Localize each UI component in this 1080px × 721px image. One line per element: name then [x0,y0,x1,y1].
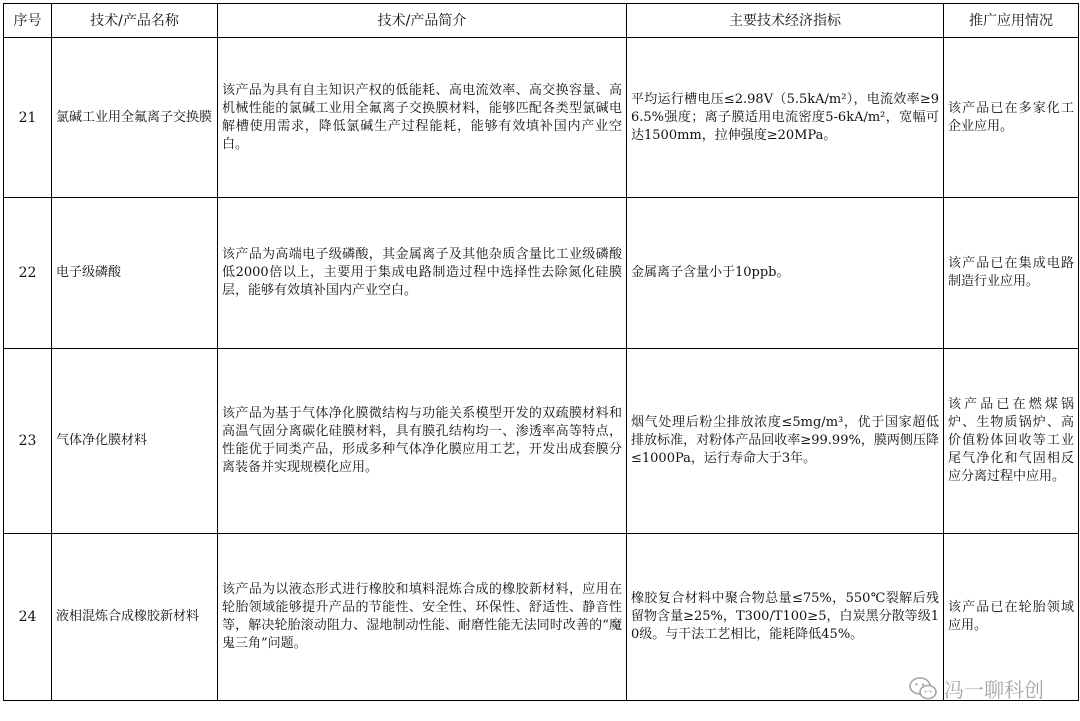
header-intro: 技术/产品简介 [218,4,627,38]
product-application: 该产品已在多家化工企业应用。 [944,38,1079,198]
row-number: 24 [4,534,52,701]
product-application: 该产品已在燃煤锅炉、生物质锅炉、高价值粉体回收等工业尾气净化和气固相反应分离过程中应用。 [944,349,1079,534]
table-header-row [4,4,1079,38]
product-intro: 该产品为具有自主知识产权的低能耗、高电流效率、高交换容量、高机械性能的氯碱工业用全氟离子交换膜材料，能够匹配各类型氯碱电解槽使用需求，降低氯碱生产过程能耗，能够有效填补国内产业空白。 [218,38,627,198]
watermark [908,674,1044,703]
product-metrics: 烟气处理后粉尘排放浓度≤5mg/m³，优于国家超低排放标准，对粉体产品回收率≥99.99%，膜两侧压降≤1000Pa，运行寿命大于3年。 [627,349,944,534]
product-name: 氯碱工业用全氟离子交换膜 [52,38,218,198]
product-metrics: 金属离子含量小于10ppb。 [627,198,944,349]
wechat-icon [908,676,938,702]
product-intro: 该产品为以液态形式进行橡胶和填料混炼合成的橡胶新材料，应用在轮胎领域能够提升产品的节能性、安全性、环保性、舒适性、静音性等，解决轮胎滚动阻力、湿地制动性能、耐磨性能无法同时改善的“魔鬼三角”问题。 [218,534,627,701]
table-row [4,198,1079,349]
header-no: 序号 [4,4,52,38]
table-row [4,38,1079,198]
watermark-text: 冯一聊科创 [944,678,1044,702]
header-name: 技术/产品名称 [52,4,218,38]
product-intro: 该产品为高端电子级磷酸，其金属离子及其他杂质含量比工业级磷酸低2000倍以上，主要用于集成电路制造过程中选择性去除氮化硅膜层，能够有效填补国内产业空白。 [218,198,627,349]
header-metrics: 主要技术经济指标 [627,4,944,38]
row-number: 23 [4,349,52,534]
product-name: 气体净化膜材料 [52,349,218,534]
product-metrics: 平均运行槽电压≤2.98V（5.5kA/m²），电流效率≥96.5%强度；离子膜适用电流密度5-6kA/m²，宽幅可达1500mm，拉伸强度≥20MPa。 [627,38,944,198]
row-number: 21 [4,38,52,198]
product-application: 该产品已在轮胎领域应用。 [944,534,1079,701]
product-application: 该产品已在集成电路制造行业应用。 [944,198,1079,349]
product-metrics: 橡胶复合材料中聚合物总量≤75%，550℃裂解后残留物含量≥25%，T300/T100≥5，白炭黑分散等级10级。与干法工艺相比，能耗降低45%。 [627,534,944,701]
product-intro: 该产品为基于气体净化膜微结构与功能关系模型开发的双疏膜材料和高温气固分离碳化硅膜材料，具有膜孔结构均一、渗透率高等特点，性能优于同类产品，形成多种气体净化膜应用工艺，开发出成套膜分离装备并实现规模化应用。 [218,349,627,534]
product-name: 液相混炼合成橡胶新材料 [52,534,218,701]
product-name: 电子级磷酸 [52,198,218,349]
technology-table [3,3,1079,701]
header-application: 推广应用情况 [944,4,1079,38]
table-row [4,349,1079,534]
row-number: 22 [4,198,52,349]
